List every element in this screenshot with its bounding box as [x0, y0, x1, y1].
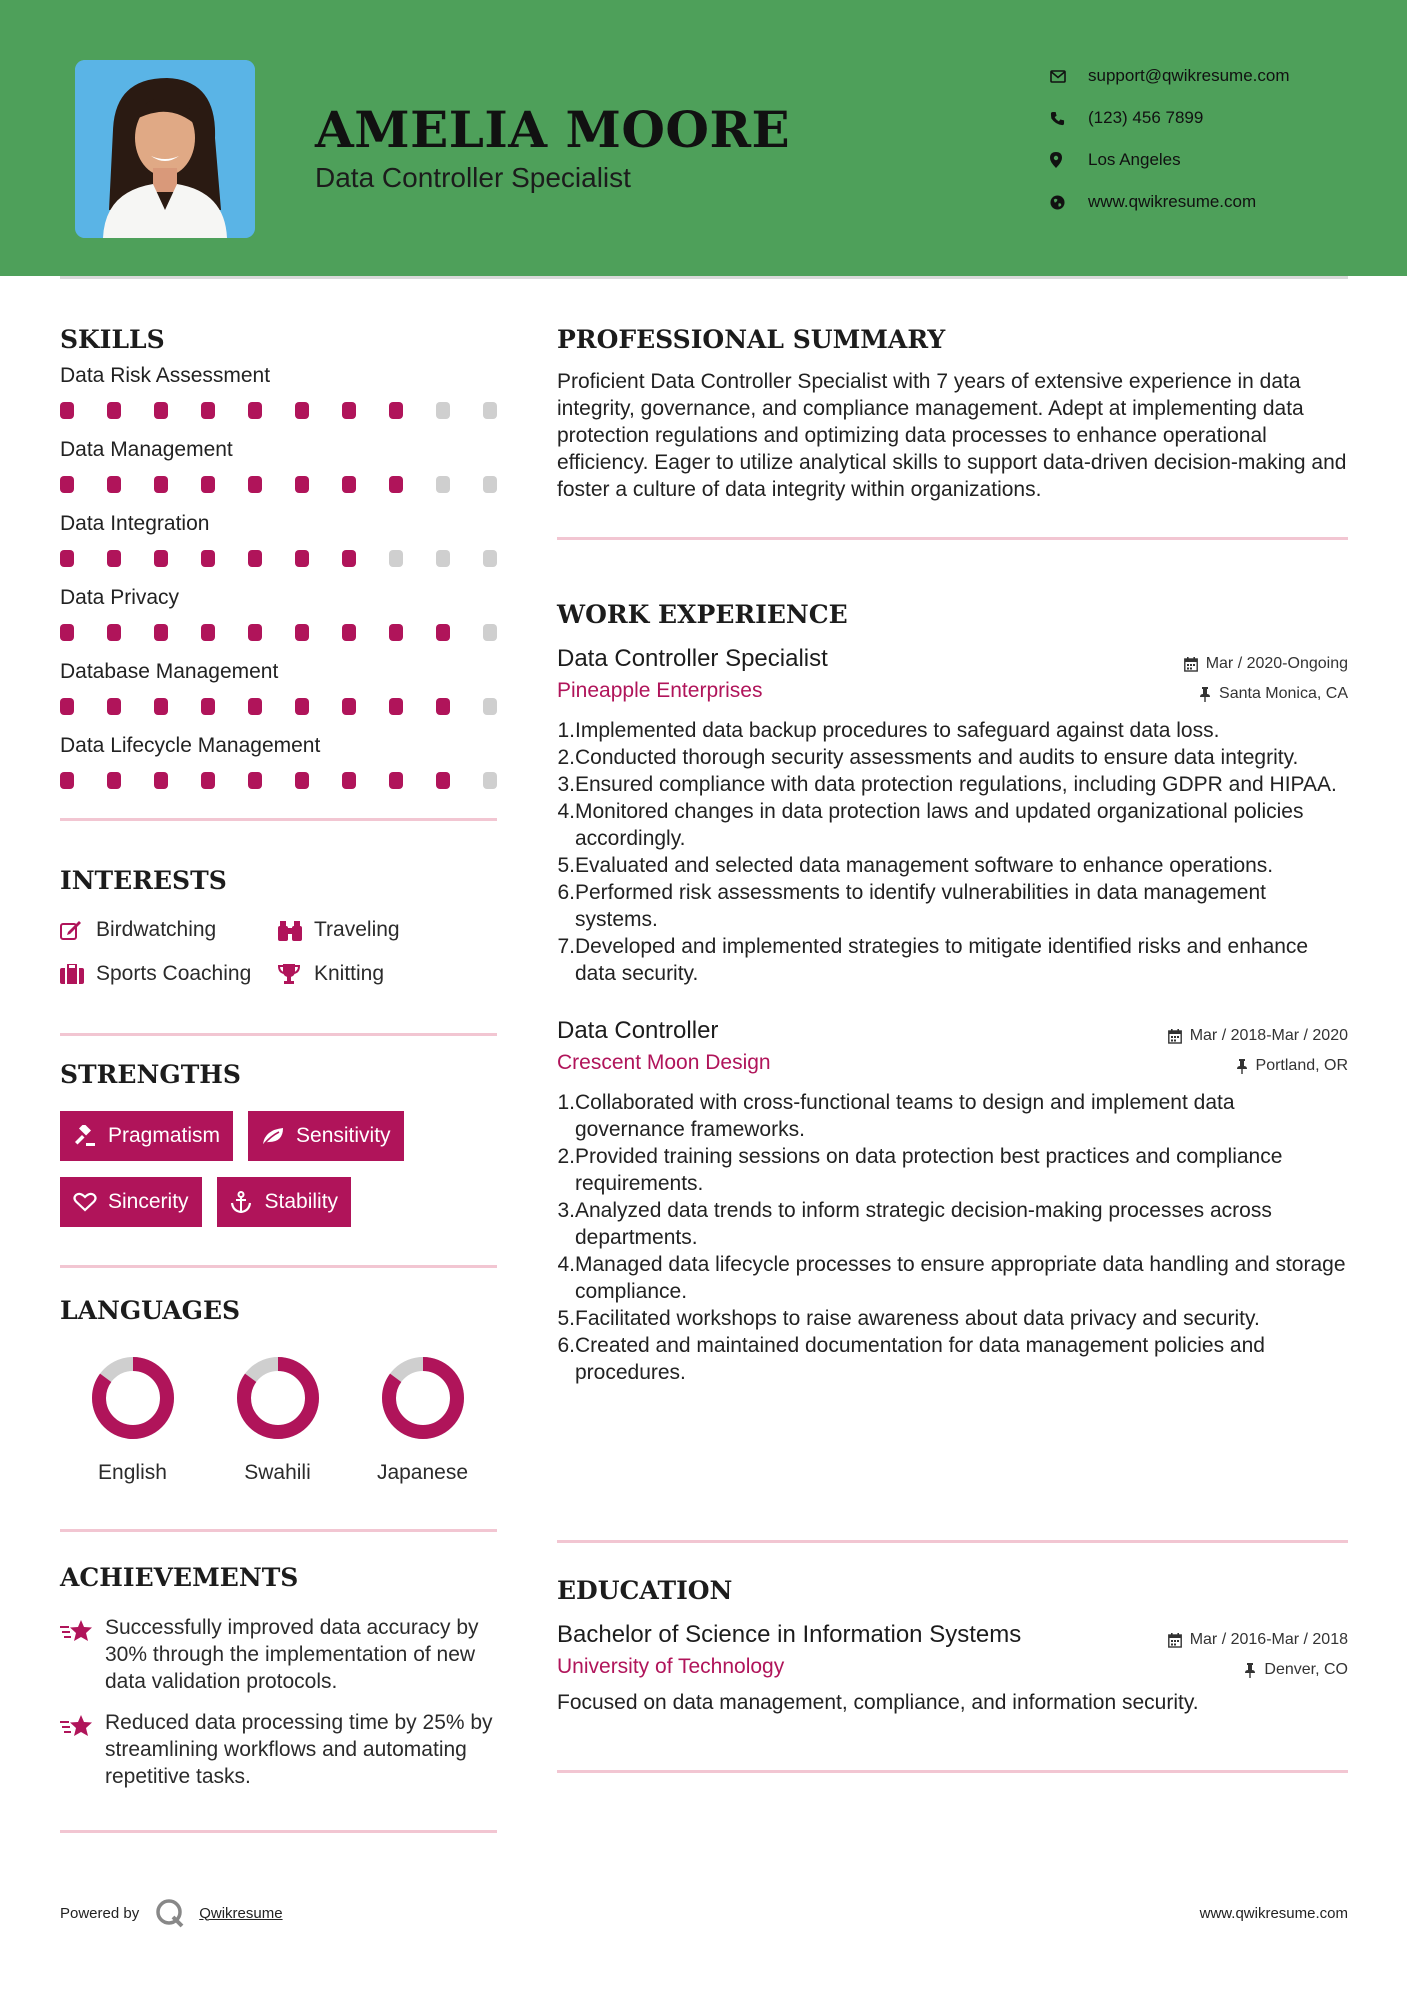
skills-list — [60, 364, 497, 808]
skill-item — [60, 734, 497, 808]
job-location — [1199, 685, 1348, 703]
rating-dot-filled — [201, 698, 215, 715]
rating-dot-filled — [342, 624, 356, 641]
rating-dot-filled — [201, 772, 215, 789]
candidate-name: AMELIA MOORE — [315, 100, 791, 159]
summary-text: Proficient Data Controller Specialist with 7 years of extensive experience in data integrity, governance, and compliance management. Adept at implementing data protection regulations and optimizing data processes to enhance operational efficiency. Eager to utilize analytical skills to support data-driven decision-making and foster a culture of data integrity within organizations. — [557, 370, 1347, 501]
pushpin-icon — [1244, 1663, 1256, 1678]
skills-section — [60, 325, 497, 821]
powered-by-text: Powered by — [60, 1904, 140, 1922]
rating-dot-filled — [154, 698, 168, 715]
job-dates-text: Mar / 2018-Mar / 2020 — [1189, 1027, 1348, 1044]
work-heading: WORK EXPERIENCE — [557, 600, 848, 629]
rating-dot-filled — [295, 772, 309, 789]
achievements-section — [60, 1563, 497, 1833]
globe-icon — [1050, 195, 1088, 210]
language-item — [350, 1355, 495, 1485]
job-sub — [557, 679, 1348, 703]
strengths-list — [60, 1111, 497, 1227]
leaf-icon — [261, 1126, 296, 1146]
rating-dot-filled — [201, 476, 215, 493]
item-text: Collaborated with cross-functional teams to design and implement data governance frameworks. — [575, 1091, 1235, 1141]
rating-dot-filled — [295, 624, 309, 641]
skill-item — [60, 438, 497, 512]
item-number: 4. — [557, 1253, 575, 1276]
job-location-text: Santa Monica, CA — [1219, 685, 1348, 702]
strength-chip — [60, 1111, 233, 1161]
skill-name: Data Integration — [60, 512, 210, 535]
item-number: 5. — [557, 1307, 575, 1330]
footer-website[interactable]: www.qwikresume.com — [1199, 1905, 1348, 1922]
rating-dot-filled — [389, 402, 403, 419]
strength-chip — [60, 1177, 202, 1227]
skill-rating — [60, 762, 497, 808]
interest-item — [278, 917, 488, 943]
header-banner — [0, 0, 1407, 276]
edit-icon — [60, 920, 96, 940]
rating-dot-filled — [248, 698, 262, 715]
skill-item — [60, 364, 497, 438]
pushpin-icon — [1199, 687, 1211, 702]
languages-section — [60, 1296, 497, 1532]
contact-website-text: www.qwikresume.com — [1088, 192, 1257, 211]
interests-heading: INTERESTS — [60, 866, 227, 895]
job-entry — [557, 645, 1348, 987]
job-head — [557, 645, 1348, 673]
star-award-icon — [60, 1614, 105, 1695]
strength-chip — [248, 1111, 404, 1161]
footer-branding — [60, 1898, 283, 1928]
rating-dot-filled — [201, 550, 215, 567]
responsibility-item — [557, 1332, 1348, 1386]
language-level-ring — [380, 1355, 466, 1441]
rating-dot-filled — [436, 698, 450, 715]
rating-dot-empty — [483, 698, 497, 715]
language-name: English — [98, 1461, 167, 1484]
rating-dot-filled — [107, 476, 121, 493]
responsibility-item — [557, 1305, 1348, 1332]
rating-dot-filled — [342, 476, 356, 493]
contact-location-text: Los Angeles — [1088, 150, 1181, 169]
job-sub — [557, 1051, 1348, 1075]
contact-list — [1050, 55, 1290, 223]
rating-dot-empty — [483, 624, 497, 641]
skill-item — [60, 660, 497, 734]
rating-dot-empty — [483, 476, 497, 493]
rating-dot-filled — [154, 772, 168, 789]
qwikresume-logo-icon — [155, 1898, 185, 1928]
rating-dot-filled — [154, 624, 168, 641]
rating-dot-filled — [248, 402, 262, 419]
job-head — [557, 1017, 1348, 1045]
achievement-item — [60, 1614, 497, 1695]
strengths-section — [60, 1060, 497, 1268]
responsibility-item — [557, 933, 1348, 987]
strength-label: Sincerity — [108, 1190, 189, 1213]
rating-dot-empty — [436, 402, 450, 419]
contact-phone[interactable] — [1050, 97, 1290, 139]
languages-divider — [60, 1529, 497, 1532]
strengths-divider — [60, 1265, 497, 1268]
interests-divider — [60, 1033, 497, 1036]
job-dates — [1168, 1027, 1348, 1045]
item-number: 1. — [557, 1091, 575, 1114]
item-text: Facilitated workshops to raise awareness about data privacy and security. — [575, 1307, 1260, 1330]
skill-name: Data Management — [60, 438, 233, 461]
anchor-icon — [230, 1191, 265, 1213]
strengths-heading: STRENGTHS — [60, 1060, 241, 1089]
trophy-icon — [278, 963, 314, 985]
contact-location — [1050, 139, 1290, 181]
education-heading: EDUCATION — [557, 1576, 733, 1605]
contact-website[interactable] — [1050, 181, 1290, 223]
item-number: 1. — [557, 719, 575, 742]
education-divider-wrap — [557, 1770, 1348, 1773]
rating-dot-filled — [342, 772, 356, 789]
company-name: Pineapple Enterprises — [557, 679, 763, 702]
rating-dot-filled — [107, 624, 121, 641]
work-section — [557, 600, 1348, 1386]
skill-rating — [60, 466, 497, 512]
item-text: Created and maintained documentation for data management policies and procedures. — [575, 1334, 1265, 1384]
summary-heading: PROFESSIONAL SUMMARY — [557, 325, 946, 354]
rating-dot-filled — [295, 550, 309, 567]
achievement-item — [60, 1709, 497, 1790]
interests-section — [60, 866, 497, 1036]
job-responsibilities — [557, 1089, 1348, 1386]
skill-item — [60, 512, 497, 586]
rating-dot-filled — [248, 772, 262, 789]
skill-name: Data Risk Assessment — [60, 364, 271, 387]
item-text: Monitored changes in data protection laws and updated organizational policies accordingly. — [575, 800, 1304, 850]
briefcase-icon — [60, 964, 96, 984]
language-level-ring — [90, 1355, 176, 1441]
rating-dot-filled — [107, 772, 121, 789]
education-location-text: Denver, CO — [1264, 1661, 1348, 1678]
item-text: Ensured compliance with data protection regulations, including GDPR and HIPAA. — [575, 773, 1337, 796]
header-divider — [60, 276, 1348, 279]
binoculars-icon — [278, 919, 314, 941]
achievements-heading: ACHIEVEMENTS — [60, 1563, 299, 1592]
rating-dot-filled — [436, 772, 450, 789]
rating-dot-filled — [248, 476, 262, 493]
item-text: Evaluated and selected data management software to enhance operations. — [575, 854, 1274, 877]
responsibility-item — [557, 1143, 1348, 1197]
contact-email-text: support@qwikresume.com — [1088, 66, 1290, 85]
company-name: Crescent Moon Design — [557, 1051, 771, 1074]
skill-name: Data Privacy — [60, 586, 180, 609]
job-responsibilities — [557, 717, 1348, 987]
rating-dot-filled — [60, 476, 74, 493]
education-section — [557, 1576, 1348, 1716]
rating-dot-filled — [389, 772, 403, 789]
profile-photo — [75, 60, 255, 238]
language-name: Japanese — [376, 1461, 469, 1484]
rating-dot-filled — [389, 698, 403, 715]
item-number: 6. — [557, 881, 575, 904]
rating-dot-filled — [389, 624, 403, 641]
item-number: 2. — [557, 746, 575, 769]
rating-dot-empty — [483, 550, 497, 567]
contact-phone-text: (123) 456 7899 — [1088, 108, 1204, 127]
rating-dot-filled — [295, 402, 309, 419]
rating-dot-empty — [389, 550, 403, 567]
job-title: Data Controller Specialist — [557, 645, 828, 672]
interests-list — [60, 917, 497, 987]
responsibility-item — [557, 717, 1348, 744]
rating-dot-filled — [154, 402, 168, 419]
strength-label: Pragmatism — [108, 1124, 221, 1147]
rating-dot-empty — [436, 476, 450, 493]
education-head — [557, 1621, 1348, 1649]
languages-heading: LANGUAGES — [60, 1296, 241, 1325]
item-text: Provided training sessions on data protection best practices and compliance requirements. — [575, 1145, 1283, 1195]
work-divider-wrap — [557, 1540, 1348, 1543]
strength-label: Stability — [264, 1190, 339, 1213]
summary-section — [557, 325, 1348, 540]
rating-dot-filled — [154, 476, 168, 493]
item-number: 7. — [557, 935, 575, 958]
responsibility-item — [557, 798, 1348, 852]
contact-email[interactable] — [1050, 55, 1290, 97]
education-divider — [557, 1770, 1348, 1773]
job-dates-text: Mar / 2020-Ongoing — [1205, 655, 1348, 672]
skill-rating — [60, 540, 497, 586]
item-number: 3. — [557, 1199, 575, 1222]
rating-dot-filled — [154, 550, 168, 567]
strength-chip — [217, 1177, 352, 1227]
rating-dot-filled — [107, 698, 121, 715]
profile-photo-illustration — [75, 60, 255, 238]
heart-icon — [73, 1192, 108, 1212]
summary-divider — [557, 537, 1348, 540]
rating-dot-filled — [60, 772, 74, 789]
rating-dot-empty — [483, 402, 497, 419]
skill-rating — [60, 688, 497, 734]
responsibility-item — [557, 879, 1348, 933]
rating-dot-filled — [248, 624, 262, 641]
calendar-icon — [1168, 1029, 1182, 1044]
rating-dot-filled — [107, 550, 121, 567]
languages-list — [60, 1355, 497, 1485]
rating-dot-filled — [107, 402, 121, 419]
item-number: 3. — [557, 773, 575, 796]
calendar-icon — [1184, 657, 1198, 672]
language-item — [60, 1355, 205, 1485]
job-location — [1236, 1057, 1348, 1075]
item-text: Performed risk assessments to identify vulnerabilities in data management systems. — [575, 881, 1266, 931]
skill-name: Database Management — [60, 660, 279, 683]
map-pin-icon — [1050, 152, 1088, 168]
skills-divider — [60, 818, 497, 821]
interest-label: Birdwatching — [96, 918, 217, 941]
phone-icon — [1050, 111, 1088, 126]
interest-item — [60, 961, 278, 987]
interest-item — [278, 961, 488, 987]
education-dates-text: Mar / 2016-Mar / 2018 — [1189, 1631, 1348, 1648]
strength-label: Sensitivity — [296, 1124, 391, 1147]
education-dates — [1168, 1631, 1348, 1649]
job-dates — [1184, 655, 1348, 673]
achievements-divider — [60, 1830, 497, 1833]
item-number: 2. — [557, 1145, 575, 1168]
degree-title: Bachelor of Science in Information Systems — [557, 1621, 1022, 1648]
responsibility-item — [557, 1251, 1348, 1305]
skill-rating — [60, 614, 497, 660]
school-name: University of Technology — [557, 1655, 785, 1678]
achievement-text: Reduced data processing time by 25% by streamlining workflows and automating repetitive tasks. — [105, 1711, 493, 1788]
brand-link[interactable]: Qwikresume — [199, 1904, 283, 1922]
responsibility-item — [557, 852, 1348, 879]
rating-dot-filled — [201, 624, 215, 641]
item-text: Developed and implemented strategies to mitigate identified risks and enhance data security. — [575, 935, 1309, 985]
pushpin-icon — [1236, 1059, 1248, 1074]
rating-dot-filled — [342, 550, 356, 567]
skill-name: Data Lifecycle Management — [60, 734, 321, 757]
rating-dot-filled — [436, 624, 450, 641]
education-sub — [557, 1655, 1348, 1679]
skills-heading: SKILLS — [60, 325, 165, 354]
gavel-icon — [73, 1125, 108, 1147]
item-number: 6. — [557, 1334, 575, 1357]
rating-dot-filled — [60, 550, 74, 567]
rating-dot-filled — [201, 402, 215, 419]
language-item — [205, 1355, 350, 1485]
job-title: Data Controller — [557, 1017, 719, 1044]
star-award-icon — [60, 1709, 105, 1790]
item-number: 5. — [557, 854, 575, 877]
education-description: Focused on data management, compliance, and information security. — [557, 1691, 1199, 1714]
candidate-title: Data Controller Specialist — [315, 162, 631, 193]
item-text: Implemented data backup procedures to safeguard against data loss. — [575, 719, 1220, 742]
item-number: 4. — [557, 800, 575, 823]
item-text: Analyzed data trends to inform strategic decision-making processes across departments. — [575, 1199, 1272, 1249]
interest-label: Sports Coaching — [96, 962, 252, 985]
interest-label: Knitting — [314, 962, 385, 985]
rating-dot-filled — [60, 624, 74, 641]
rating-dot-empty — [436, 550, 450, 567]
job-location-text: Portland, OR — [1255, 1057, 1348, 1074]
job-entry — [557, 1017, 1348, 1386]
rating-dot-filled — [60, 402, 74, 419]
achievement-text: Successfully improved data accuracy by 30% through the implementation of new data validation protocols. — [105, 1616, 479, 1693]
rating-dot-filled — [342, 402, 356, 419]
rating-dot-filled — [295, 476, 309, 493]
rating-dot-filled — [248, 550, 262, 567]
rating-dot-filled — [389, 476, 403, 493]
item-text: Conducted thorough security assessments and audits to ensure data integrity. — [575, 746, 1299, 769]
calendar-icon — [1168, 1633, 1182, 1648]
language-name: Swahili — [244, 1461, 311, 1484]
skill-item — [60, 586, 497, 660]
responsibility-item — [557, 771, 1348, 798]
work-divider — [557, 1540, 1348, 1543]
interest-label: Traveling — [314, 918, 400, 941]
envelope-icon — [1050, 70, 1088, 83]
rating-dot-filled — [60, 698, 74, 715]
responsibility-item — [557, 1089, 1348, 1143]
responsibility-item — [557, 744, 1348, 771]
skill-rating — [60, 392, 497, 438]
item-text: Managed data lifecycle processes to ensure appropriate data handling and storage compliance. — [575, 1253, 1346, 1303]
rating-dot-filled — [342, 698, 356, 715]
education-location — [1244, 1661, 1348, 1679]
jobs-list — [557, 645, 1348, 1386]
interest-item — [60, 917, 278, 943]
language-level-ring — [235, 1355, 321, 1441]
rating-dot-empty — [483, 772, 497, 789]
rating-dot-filled — [295, 698, 309, 715]
responsibility-item — [557, 1197, 1348, 1251]
